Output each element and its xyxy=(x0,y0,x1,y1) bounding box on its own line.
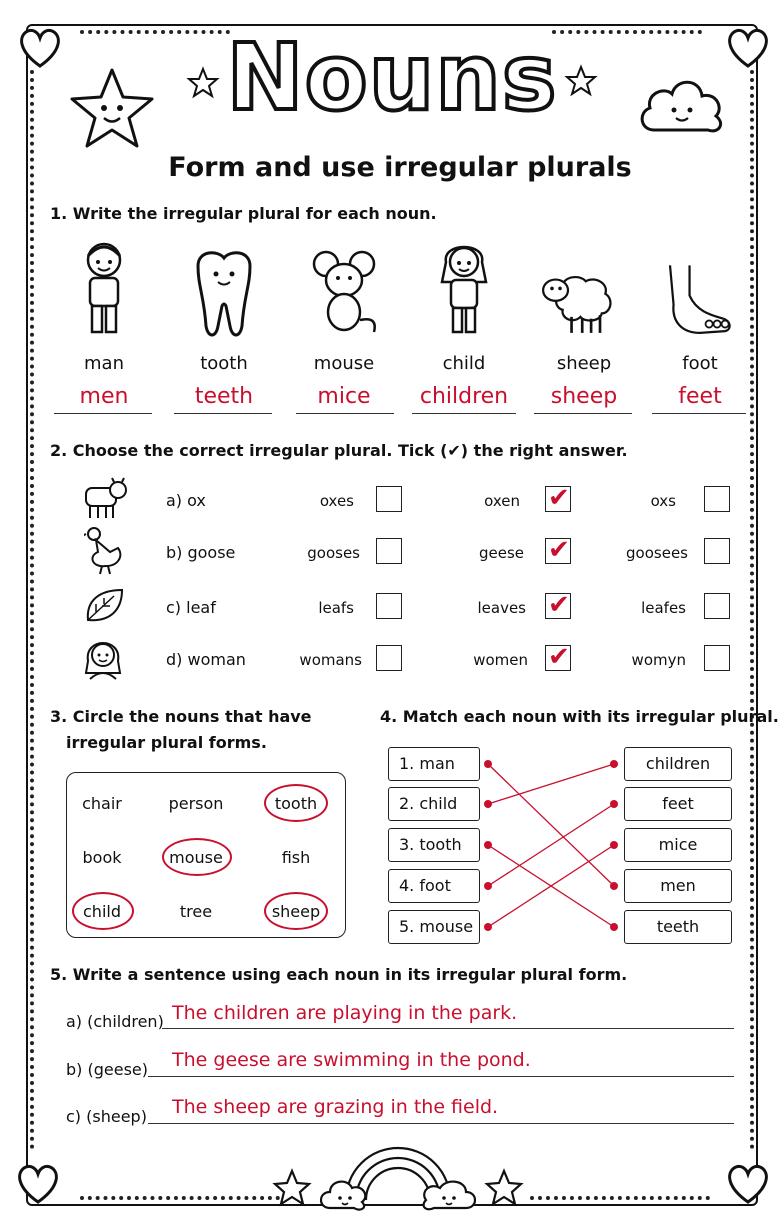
q5-prompt: 5. Write a sentence using each noun in its irregular plural form. xyxy=(50,965,628,984)
q1-answer-line-5 xyxy=(534,413,632,414)
q5-item-3-sentence[interactable]: The sheep are grazing in the field. xyxy=(172,1096,499,1118)
tooth-icon xyxy=(184,246,264,346)
q4-match-lines xyxy=(480,746,630,946)
q1-answer-line-3 xyxy=(296,413,394,414)
q5-item-3-line xyxy=(148,1123,734,1124)
q3-word-3[interactable]: tooth xyxy=(274,794,318,813)
q3-circle-child xyxy=(72,892,134,930)
q3-word-1[interactable]: chair xyxy=(82,794,122,813)
q2-row-3-checkbox-2[interactable] xyxy=(545,590,571,620)
q2-row-2-option-1: gooses xyxy=(307,544,360,562)
q2-row-1-checkbox-1[interactable] xyxy=(376,486,402,512)
q2-row-3-checkbox-3[interactable] xyxy=(704,593,730,619)
q1-answer-line-4 xyxy=(412,413,516,414)
q2-row-4-option-1: womans xyxy=(299,651,362,669)
q1-noun-6: foot xyxy=(682,353,718,374)
q2-row-4-option-2: women xyxy=(473,651,528,669)
q2-row-3-option-2: leaves xyxy=(477,599,526,617)
q1-noun-2: tooth xyxy=(200,353,248,374)
q2-row-1-option-1: oxes xyxy=(319,492,354,510)
boy-icon xyxy=(64,236,144,336)
q3-word-9[interactable]: sheep xyxy=(271,902,321,921)
check-icon: ✔ xyxy=(548,642,570,672)
q2-row-3-label: c) leaf xyxy=(166,598,216,617)
q2-prompt: 2. Choose the correct irregular plural. Tick (✔) the right answer. xyxy=(50,441,628,460)
q4-right-item-5[interactable]: teeth xyxy=(624,910,732,944)
q1-answer-6[interactable]: feet xyxy=(678,384,722,409)
footer-star-icon-right xyxy=(484,1168,524,1208)
q3-word-7[interactable]: child xyxy=(83,902,121,921)
heart-icon-bottom-left xyxy=(12,1156,64,1208)
left-dots xyxy=(30,70,34,1150)
q2-row-2-option-3: goosees xyxy=(626,544,688,562)
q5-item-1-sentence[interactable]: The children are playing in the park. xyxy=(172,1002,518,1024)
q1-answer-line-1 xyxy=(54,413,152,414)
q1-answer-2[interactable]: teeth xyxy=(194,384,254,409)
q1-answer-line-2 xyxy=(174,413,272,414)
q3-word-5[interactable]: mouse xyxy=(169,848,223,867)
q3-word-8[interactable]: tree xyxy=(179,902,213,921)
q2-row-4-label: d) woman xyxy=(166,650,246,669)
rainbow-icon xyxy=(316,1140,480,1212)
q3-circle-sheep xyxy=(264,892,328,930)
page-subtitle: Form and use irregular plurals xyxy=(168,152,632,183)
bottom-dots-right xyxy=(530,1196,710,1200)
q4-left-item-2[interactable]: 2. child xyxy=(388,787,480,821)
q2-row-3-option-1: leafs xyxy=(318,599,354,617)
q3-word-6[interactable]: fish xyxy=(281,848,311,867)
q5-item-3-label: c) (sheep) xyxy=(66,1107,147,1126)
q1-noun-3: mouse xyxy=(313,353,375,374)
q1-noun-1: man xyxy=(84,353,124,374)
q4-right-item-1[interactable]: children xyxy=(624,747,732,781)
q5-item-1-label: a) (children) xyxy=(66,1012,164,1031)
q2-row-2-checkbox-3[interactable] xyxy=(704,538,730,564)
leaf-icon xyxy=(82,586,126,626)
q2-row-1-option-3: oxs xyxy=(650,492,676,510)
q1-answer-line-6 xyxy=(652,413,746,414)
check-icon: ✔ xyxy=(548,590,570,620)
q1-answer-4[interactable]: children xyxy=(419,384,509,409)
q4-right-item-2[interactable]: feet xyxy=(624,787,732,821)
q1-answer-1[interactable]: men xyxy=(79,384,129,409)
q3-prompt-line-1: 3. Circle the nouns that have xyxy=(50,707,312,726)
woman-icon xyxy=(82,633,124,681)
ox-icon xyxy=(80,476,130,520)
foot-icon xyxy=(654,250,734,350)
q5-item-2-sentence[interactable]: The geese are swimming in the pond. xyxy=(172,1049,531,1071)
q4-left-item-1[interactable]: 1. man xyxy=(388,747,480,781)
q2-row-2-checkbox-1[interactable] xyxy=(376,538,402,564)
q2-row-2-option-2: geese xyxy=(478,544,524,562)
q2-row-4-option-3: womyn xyxy=(631,651,686,669)
q3-word-2[interactable]: person xyxy=(168,794,224,813)
q2-row-3-option-3: leafes xyxy=(641,599,686,617)
q2-row-2-checkbox-2[interactable] xyxy=(545,535,571,565)
q4-right-item-3[interactable]: mice xyxy=(624,828,732,862)
q2-row-4-checkbox-2[interactable] xyxy=(545,642,571,672)
q2-row-1-checkbox-2[interactable] xyxy=(545,483,571,513)
q3-word-4[interactable]: book xyxy=(82,848,122,867)
q4-right-item-4[interactable]: men xyxy=(624,869,732,903)
q5-item-2-line xyxy=(148,1076,734,1077)
right-dots xyxy=(750,70,754,1150)
bottom-dots-left xyxy=(80,1196,280,1200)
goose-icon xyxy=(84,526,126,576)
q4-left-item-5[interactable]: 5. mouse xyxy=(388,910,480,944)
page-title: Nouns xyxy=(226,24,558,131)
q1-prompt: 1. Write the irregular plural for each noun. xyxy=(50,204,437,223)
check-icon: ✔ xyxy=(548,483,570,513)
q3-circle-tooth xyxy=(264,784,328,822)
q3-prompt-line-2: irregular plural forms. xyxy=(66,733,267,752)
check-icon: ✔ xyxy=(548,535,570,565)
q1-answer-5[interactable]: sheep xyxy=(550,384,618,409)
q1-answer-3[interactable]: mice xyxy=(317,384,371,409)
q1-noun-4: child xyxy=(442,353,486,374)
q2-row-1-option-2: oxen xyxy=(484,492,520,510)
q4-prompt: 4. Match each noun with its irregular plural. xyxy=(380,707,779,726)
girl-icon xyxy=(424,236,504,336)
q2-row-4-checkbox-3[interactable] xyxy=(704,645,730,671)
q2-row-1-checkbox-3[interactable] xyxy=(704,486,730,512)
q2-row-3-checkbox-1[interactable] xyxy=(376,593,402,619)
q2-row-2-label: b) goose xyxy=(166,543,236,562)
q5-item-2-label: b) (geese) xyxy=(66,1060,148,1079)
heart-icon-bottom-right xyxy=(722,1156,774,1208)
q2-row-4-checkbox-1[interactable] xyxy=(376,645,402,671)
q4-left-item-4[interactable]: 4. foot xyxy=(388,869,480,903)
q4-left-item-3[interactable]: 3. tooth xyxy=(388,828,480,862)
q5-item-1-line xyxy=(162,1028,734,1029)
sheep-icon xyxy=(536,250,616,350)
q3-circle-mouse xyxy=(162,838,232,876)
mouse-icon xyxy=(304,246,384,346)
q2-row-1-label: a) ox xyxy=(166,491,206,510)
q1-noun-5: sheep xyxy=(556,353,612,374)
footer-star-icon-left xyxy=(272,1168,312,1208)
